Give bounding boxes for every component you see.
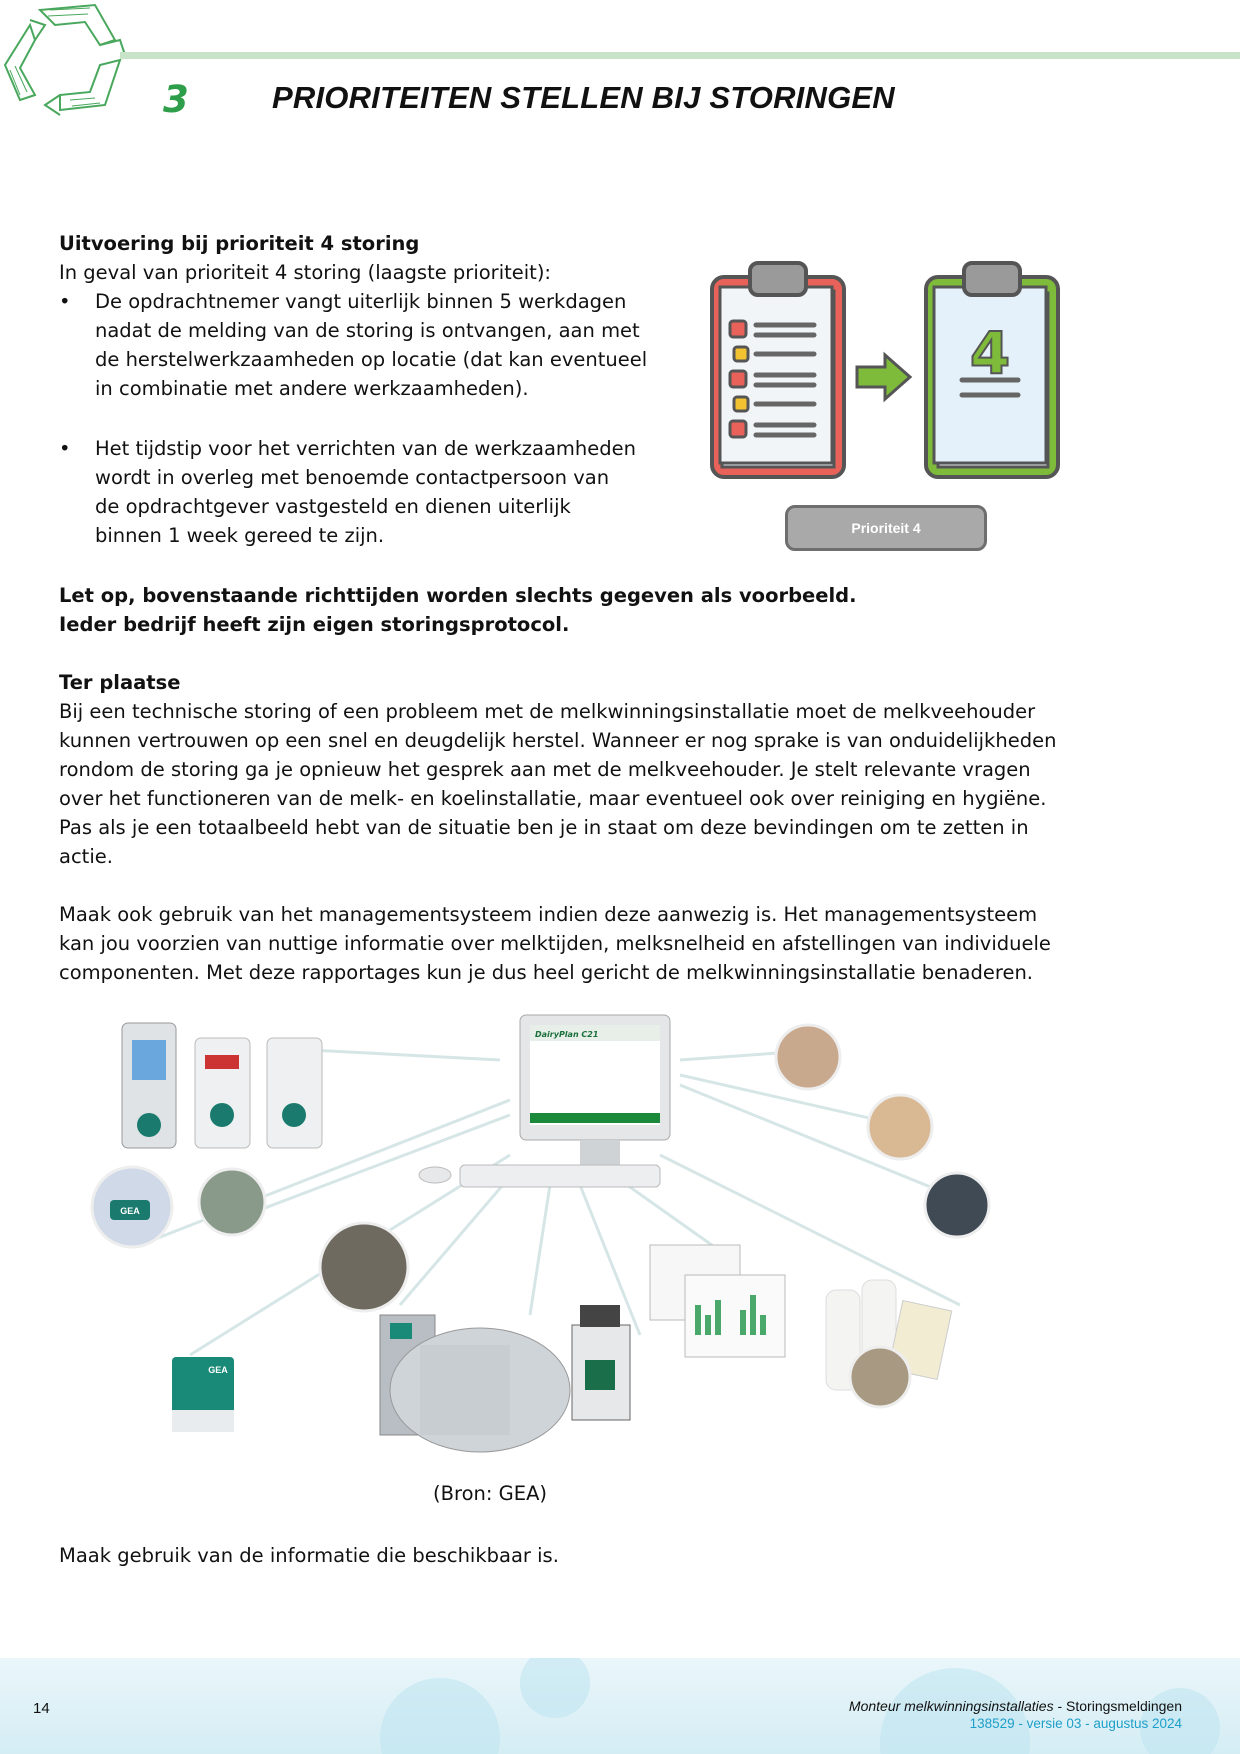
screen-brand: DairyPlan C21 (535, 1030, 599, 1039)
paragraph-line: Maak ook gebruik van het managementsysteem indien deze aanwezig is. Het managementsysteem (59, 903, 1038, 926)
notice-line: Ieder bedrijf heeft zijn eigen storingsprotocol. (59, 613, 570, 636)
red-clipboard-icon (712, 263, 844, 477)
control-unit-icon (195, 1038, 250, 1148)
chapter-title: PRIORITEITEN STELLEN BIJ STORINGEN (272, 80, 895, 115)
figure-caption: (Bron: GEA) (433, 1482, 548, 1505)
footer-title (849, 1698, 1182, 1714)
list-item-line: de opdrachtgever vastgesteld en dienen uiterlijk (95, 495, 571, 518)
closing-text: Maak gebruik van de informatie die beschikbaar is. (59, 1544, 559, 1567)
report-charts-icon (650, 1245, 785, 1357)
footer-title-italic: Monteur melkwinningsinstallaties (848, 1698, 1054, 1714)
list-item-line: wordt in overleg met benoemde contactpersoon van (95, 466, 610, 489)
control-unit-icon (122, 1023, 176, 1148)
clipboard-number: 4 (969, 319, 1011, 387)
list-item-line: nadat de melding van de storing is ontvangen, aan met (95, 319, 640, 342)
paragraph-line: Bij een technische storing of een probleem met de melkwinningsinstallatie moet de melkveehouder (59, 700, 1036, 723)
paragraph-line: kunnen vertrouwen op een snel en deugdelijk herstel. Wanneer er nog sprake is van onduidelijkheden (59, 729, 1057, 752)
milk-tank-icon (380, 1315, 570, 1452)
decorative-bubble (520, 1658, 590, 1718)
paragraph-line: rondom de storing ga je opnieuw het gesprek aan met de melkveehouder. Je stelt relevante vragen (59, 758, 1031, 781)
milk-meter-icon (572, 1305, 630, 1420)
arrow-right-icon (857, 355, 910, 399)
cows-photo-icon (320, 1223, 408, 1311)
brand-label: GEA (120, 1206, 140, 1216)
header-rule (120, 52, 1240, 59)
gea-device-icon (172, 1357, 234, 1432)
control-unit-icon (267, 1038, 322, 1148)
paragraph-line: over het functioneren van de melk- en koelinstallatie, maar eventueel ook over reiniging en hygiëne. (59, 787, 1047, 810)
list-item-line: binnen 1 week gereed te zijn. (95, 524, 385, 547)
section-intro: In geval van prioriteit 4 storing (laagste prioriteit): (59, 261, 551, 284)
section-heading: Ter plaatse (59, 671, 181, 694)
paragraph (59, 900, 1069, 987)
office-photo-icon (868, 1095, 932, 1159)
bullet-symbol: • (59, 437, 71, 460)
notice-line: Let op, bovenstaande richttijden worden slechts gegeven als voorbeeld. (59, 584, 857, 607)
milk-bottles-icon (826, 1280, 952, 1407)
green-clipboard-icon (926, 263, 1058, 477)
technician-photo-icon (925, 1173, 989, 1237)
page-number: 14 (33, 1700, 50, 1717)
recycle-icon (0, 0, 140, 120)
footer-title-separator: - (1053, 1698, 1067, 1714)
paragraph-line: kan jou voorzien van nuttige informatie over melktijden, melksnelheid en afstellingen van individuele (59, 932, 1051, 955)
computer-icon (419, 1015, 670, 1187)
footer-title-rest: Storingsmeldingen (1066, 1698, 1182, 1714)
priority-button[interactable]: Prioriteit 4 (785, 505, 987, 551)
paragraph-line: Pas als je een totaalbeeld hebt van de situatie ben je in staat om deze bevindingen om te zetten in (59, 816, 1029, 839)
milking-parlour-photo-icon (199, 1169, 265, 1235)
paragraph (59, 697, 1069, 871)
brand-label: GEA (208, 1365, 228, 1375)
paragraph-line: actie. (59, 845, 113, 868)
list-item-line: de herstelwerkzaamheden op locatie (dat kan eventueel (95, 348, 648, 371)
management-system-diagram (80, 1005, 1040, 1475)
footer-version: 138529 - versie 03 - augustus 2024 (969, 1716, 1182, 1731)
lab-photo-icon (776, 1025, 840, 1089)
bullet-symbol: • (59, 290, 71, 313)
chapter-number: 3 (163, 78, 189, 121)
list-item-line: in combinatie met andere werkzaamheden). (95, 377, 529, 400)
list-item-line: De opdrachtnemer vangt uiterlijk binnen 5 werkdagen (95, 290, 627, 313)
paragraph-line: componenten. Met deze rapportages kun je dus heel gericht de melkwinningsinstallatie benaderen. (59, 961, 1034, 984)
decorative-bubble (380, 1678, 500, 1754)
section-heading: Uitvoering bij prioriteit 4 storing (59, 232, 420, 255)
list-item-line: Het tijdstip voor het verrichten van de werkzaamheden (95, 437, 637, 460)
